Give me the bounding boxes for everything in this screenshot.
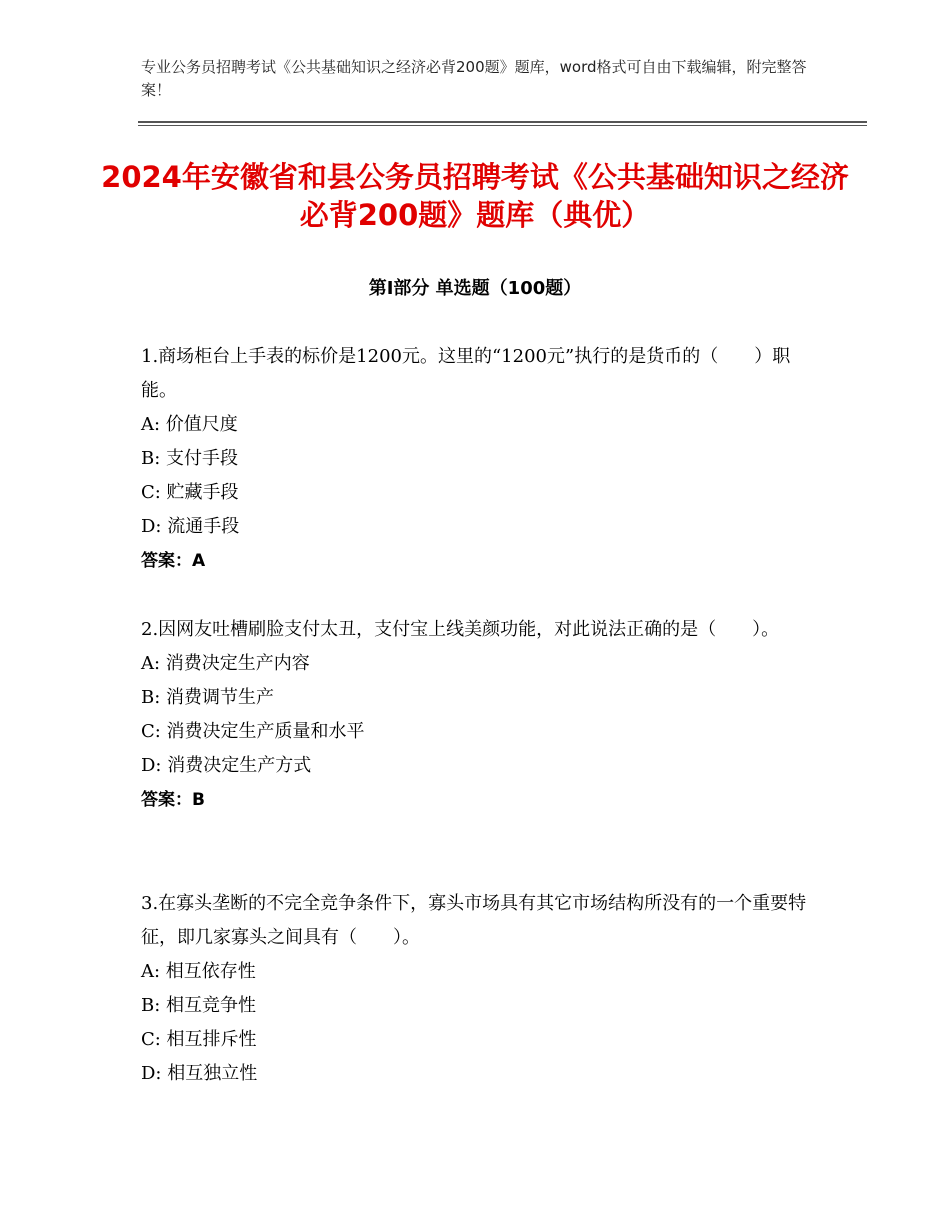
section-heading: 第I部分 单选题（100题）: [368, 278, 582, 299]
header-divider-thin: [138, 125, 867, 126]
option-a: A: 价值尺度: [141, 414, 238, 435]
option-b: B: 支付手段: [141, 448, 239, 469]
option-a: A: 消费决定生产内容: [141, 653, 310, 674]
answer-label: 答案：A: [141, 551, 206, 571]
question-3: [141, 887, 821, 1091]
document-title: 2024年安徽省和县公务员招聘考试《公共基础知识之经济必背200题》题库（典优）: [101, 160, 849, 232]
header-note: 专业公务员招聘考试《公共基础知识之经济必背200题》题库，word格式可自由下载编辑，附完整答案！: [141, 58, 807, 99]
option-a: A: 相互依存性: [141, 961, 256, 982]
option-d: D: 流通手段: [141, 516, 240, 537]
question-stem: 1.商场柜台上手表的标价是1200元。这里的“1200元”执行的是货币的（ ）职能。: [141, 346, 791, 401]
option-c: C: 相互排斥性: [141, 1029, 257, 1050]
option-b: B: 消费调节生产: [141, 687, 275, 708]
option-b: B: 相互竞争性: [141, 995, 257, 1016]
option-c: C: 消费决定生产质量和水平: [141, 721, 365, 742]
answer-label: 答案：B: [141, 790, 205, 810]
option-d: D: 相互独立性: [141, 1063, 258, 1084]
header-divider: [138, 121, 867, 123]
option-c: C: 贮藏手段: [141, 482, 239, 503]
question-2: [141, 613, 821, 817]
question-1: [141, 340, 821, 578]
option-d: D: 消费决定生产方式: [141, 755, 312, 776]
question-stem: 2.因网友吐槽刷脸支付太丑，支付宝上线美颜功能，对此说法正确的是（ ）。: [141, 619, 780, 640]
question-stem: 3.在寡头垄断的不完全竞争条件下，寡头市场具有其它市场结构所没有的一个重要特征，即几家寡头之间具有（ ）。: [141, 893, 807, 948]
